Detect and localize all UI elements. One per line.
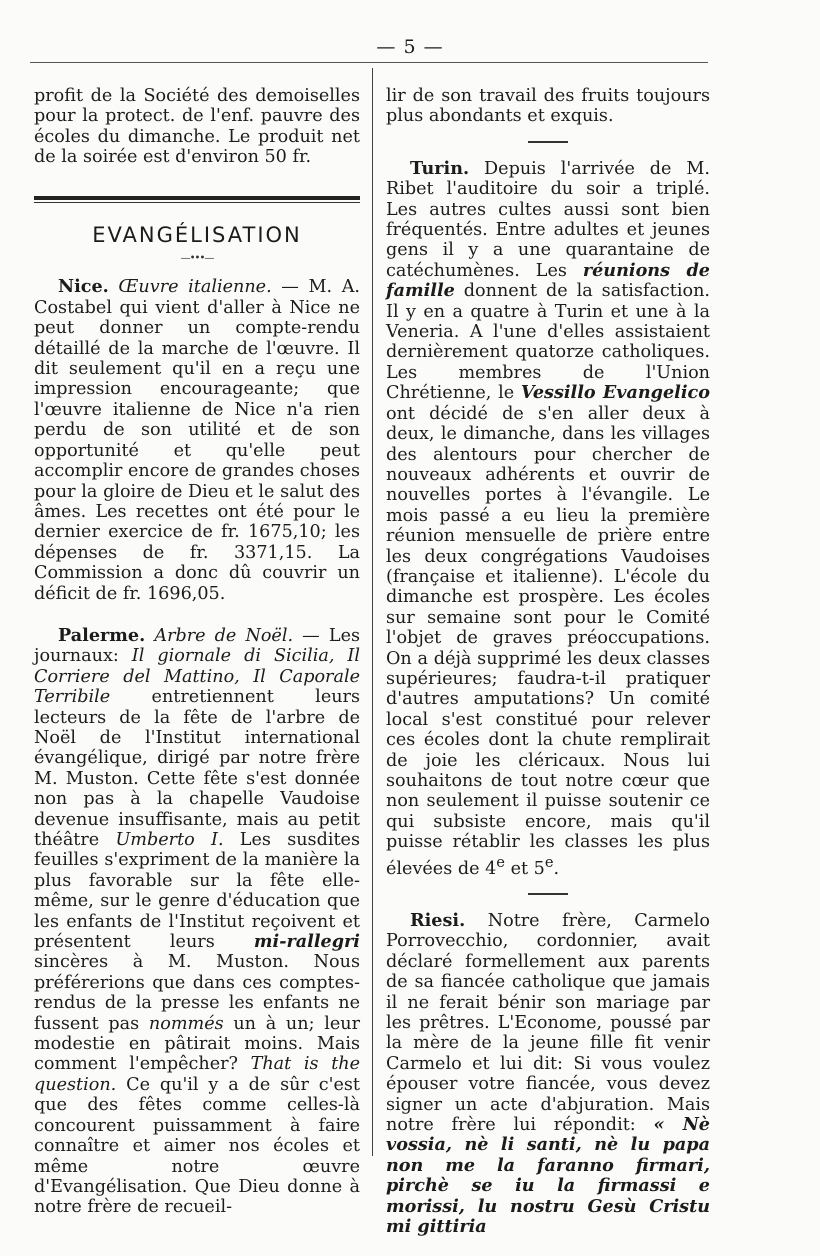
continuation-paragraph — [34, 86, 360, 168]
english-quote: That is the question. — [34, 1054, 361, 1095]
article-text: et 5 — [504, 858, 545, 879]
page-number: — 5 — — [376, 36, 444, 58]
article-text: un à un; leur modestie en pâtirait moins. Mais comment l'empêcher? — [34, 1013, 360, 1075]
article-text: — M. A. Costabel qui vient d'aller à Nice ne peut donner un compte-rendu détaillé de la marche de l'œuvre. Il dit seulement qu'il en a reçu une impression encourageante; que l'œuvre italienne de Nice n'a rien perdu de son utilité et de son opportunité et qu'elle peut accomplir encore de grandes choses pour la gloire de Dieu et le salut des âmes. Les recettes ont été pour le dernier exercice de fr. 1675,10; les dépenses de fr. 3371,15. La Commission a donc dû couvrir un déficit de fr. 1696,05. — [34, 277, 360, 604]
article-text: ont décidé de s'en aller deux à deux, le dimanche, dans les villages des alentours pour chercher de nouveaux adhérents et ouvrir de nouvelles portes à l'évangile. Le mois passé a eu lieu la première réunion mensuelle de prière entre les deux congrégations Vaudoises (française et italienne). L'école du dimanche est prospère. Les écoles sur semaine sont pour le Comité l'objet de graves préoccupations. On a déjà supprimé les deux classes supérieures; faudra-t-il pratiquer d'autres amputations? Un comité local s'est constitué pour relever ces écoles dont la chute remplirait de joie les cléricaux. Nous lui souhaitons de tout notre cœur que non seulement il puisse soutenir ce qui subsiste encore, mais qu'il puisse rétablir les classes les plus élevées de 4 — [386, 403, 710, 879]
emphasis-phrase: réunions de famille — [386, 259, 710, 302]
column-divider — [372, 68, 373, 1156]
article-city: Riesi. — [410, 909, 466, 931]
article-text: Depuis l'arrivée de M. Ribet l'auditoire du soir a triplé. Les autres cultes aussi sont bien fréquentés. Entre adultes et jeunes gens il y a une quarantaine de catéchumènes. Les — [386, 158, 710, 281]
article-text: entretiennent leurs lecteurs de la fête de l'arbre de Noël de l'Institut international évangélique, dirigé par notre frère M. Muston. Cette fête s'est donnée non pas à la chapelle Vaudoise devenue insuffisante, mais au petit théâtre — [34, 687, 360, 850]
ordinal-suffix: e — [544, 853, 554, 871]
article-text: Ce qu'il y a de sûr c'est que des fêtes comme celles-là concourent puissamment à faire connaître et aimer nos écoles et même notre œuvre d'Evangélisation. Que Dieu donne à notre frère de recueil- — [34, 1074, 360, 1218]
article-separator — [528, 893, 568, 895]
article-nice — [34, 277, 360, 604]
article-subtitle: Arbre de Noël. — [154, 625, 294, 646]
left-column — [34, 86, 360, 1218]
section-title: EVANGÉLISATION — [92, 222, 302, 247]
article-separator — [528, 141, 568, 143]
continuation-text: lir de son travail des fruits toujours plus abondants et exquis. — [386, 86, 710, 127]
article-text: . — [553, 858, 560, 879]
right-column — [386, 86, 710, 1237]
section-rule — [34, 196, 360, 200]
article-city: Nice. — [58, 276, 109, 298]
article-palerme — [34, 626, 360, 1218]
title-ornament: —•••— — [180, 253, 214, 265]
article-text: Les susdites feuilles s'expriment de la manière la plus favorable sur la fête elle-même, sur le genre d'éducation que les enfants de l'Institut reçoivent et présentent leurs — [34, 830, 360, 953]
continuation-text: profit de la Société des demoiselles pour la protect. de l'enf. pauvre des écoles du dimanche. Le produit net de la soirée est d'environ 50 fr. — [34, 86, 360, 168]
spacer — [34, 604, 360, 626]
article-text: — Les journaux: — [34, 625, 361, 667]
dialect-quote: « Nè vossia, nè li santi, nè lu papa non me la faranno firmari, pirchè se iu la firmassi e morissi, lu nostru Gesù Cristu mi gittiria — [386, 1113, 710, 1237]
italian-term: mi-rallegri — [253, 931, 360, 953]
article-text: Notre frère, Carmelo Porrovecchio, cordonnier, avait déclaré formellement aux parents de sa fiancée catholique que jamais il ne ferait bénir son mariage par les prêtres. L'Econome, poussé par la mère de la jeune fille fit venir Carmelo et lui dit: Si vous voulez épouser votre fiancée, vous devez signer un acte d'abjuration. Mais notre frère lui répondit: — [386, 910, 710, 1135]
article-city: Turin. — [410, 157, 470, 179]
newspaper-names: Il giornale di Sicilia, Il Corriere del Mattino, Il Caporale Terribile — [34, 646, 360, 708]
ordinal-suffix: e — [496, 853, 505, 871]
article-text: donnent de la satisfaction. Il y en a quatre à Turin et une à la Veneria. A l'une d'elles assistaient dernièrement quatorze catholiques. Les membres de l'Union Chrétienne, le — [386, 281, 710, 404]
article-city: Palerme. — [58, 624, 146, 646]
section-rule-thin — [34, 202, 360, 203]
article-subtitle: Œuvre italienne. — [118, 277, 272, 298]
emphasis-word: nommés — [148, 1013, 224, 1034]
article-riesi — [386, 911, 710, 1238]
theatre-name: Umberto I. — [115, 830, 224, 850]
header-rule — [30, 62, 708, 63]
article-turin — [386, 159, 710, 879]
newspaper-name: Vessillo Evangelico — [520, 382, 710, 404]
article-text: sincères à M. Muston. Nous préférerions que dans ces comptes-rendus de la presse les enfants ne fussent pas — [34, 952, 360, 1034]
continuation-paragraph — [386, 86, 710, 127]
